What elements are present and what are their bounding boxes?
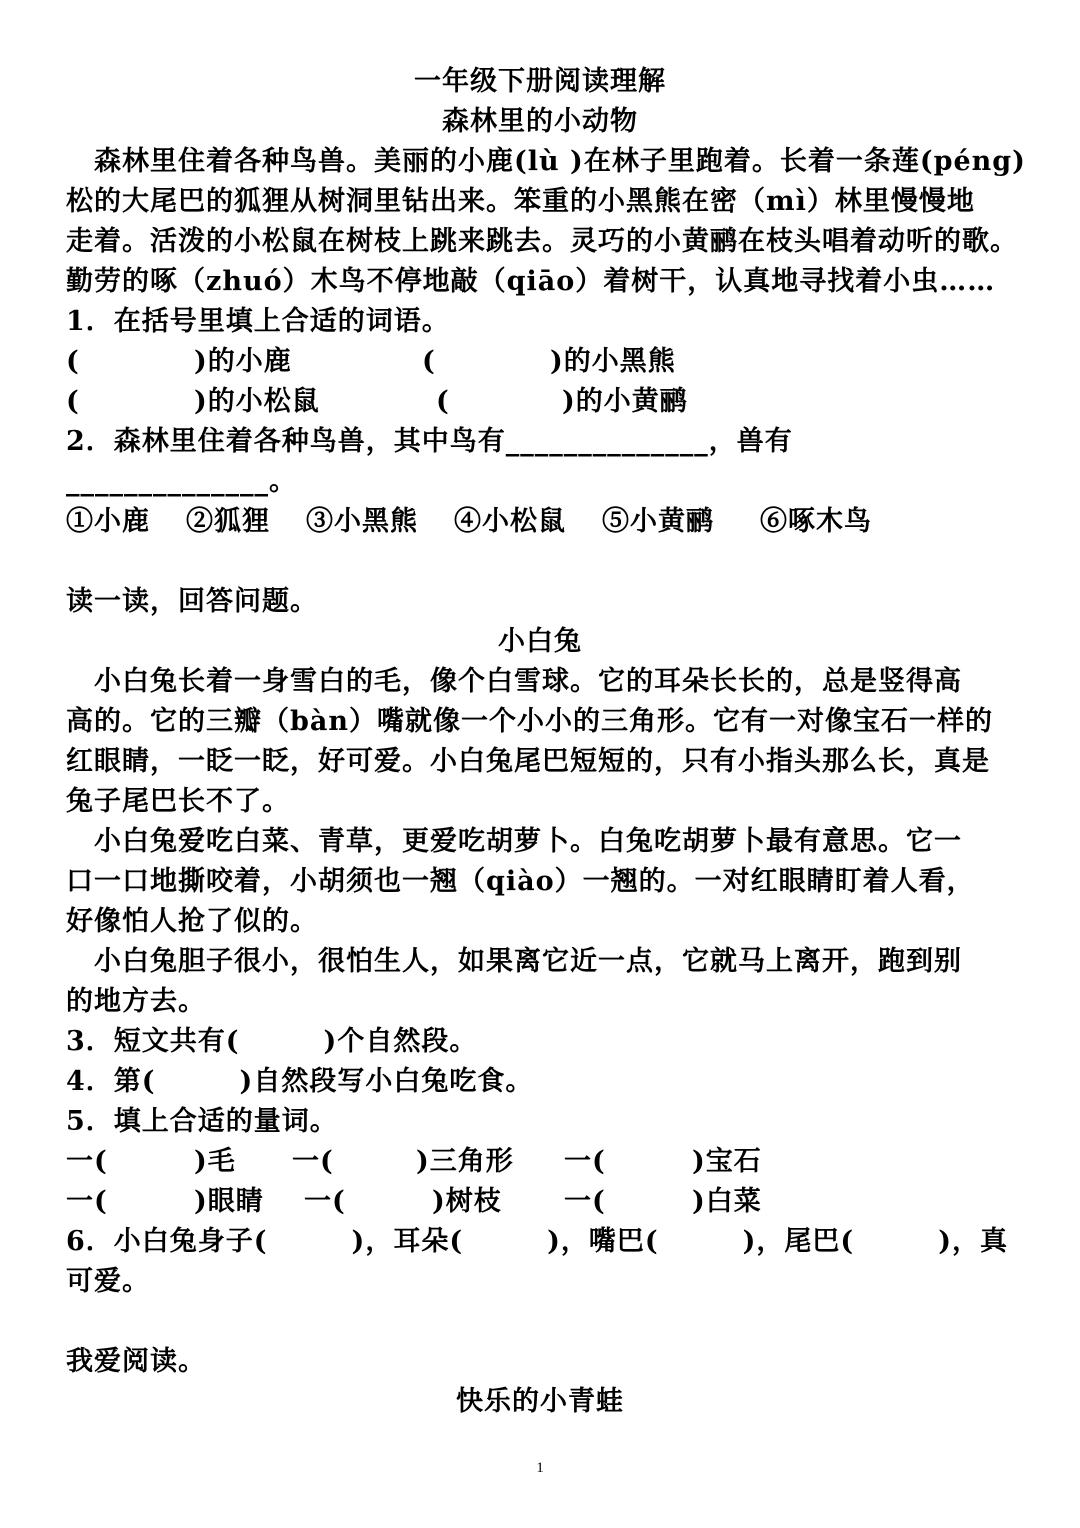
blank-open: (	[66, 386, 80, 417]
question-6-line: 可爱。	[66, 1266, 150, 1297]
page-number: 1	[536, 1460, 544, 1476]
blank-open: (	[436, 386, 450, 417]
section1-paragraph-line: 走着。活泼的小松鼠在树枝上跳来跳去。灵巧的小黄鹂在枝头唱着动听的歌。	[66, 226, 1018, 257]
section2-heading: 小白兔	[498, 626, 582, 657]
option-item: ①小鹿	[66, 506, 150, 537]
option-item: ②狐狸	[186, 506, 270, 537]
question-2-line: ______________。	[66, 466, 297, 497]
option-item: ⑥啄木鸟	[760, 506, 872, 537]
blank-open: 一(	[292, 1146, 334, 1177]
section1-paragraph-line: 松的大尾巴的狐狸从树洞里钻出来。笨重的小黑熊在密（mì）林里慢慢地	[66, 186, 975, 217]
blank-label: )的小松鼠	[194, 386, 320, 417]
option-item: ④小松鼠	[454, 506, 566, 537]
section2-paragraph-line: 口一口地撕咬着，小胡须也一翘（qiào）一翘的。一对红眼睛盯着人看，	[66, 866, 975, 897]
section3-intro: 我爱阅读。	[66, 1346, 206, 1377]
blank-label: )的小黑熊	[550, 346, 676, 377]
blank-label: )树枝	[432, 1186, 502, 1217]
section2-paragraph-line: 小白兔爱吃白菜、青草，更爱吃胡萝卜。白兔吃胡萝卜最有意思。它一	[66, 826, 962, 857]
blank-label: )的小黄鹂	[562, 386, 688, 417]
option-item: ③小黑熊	[306, 506, 418, 537]
blank-label: )毛	[194, 1146, 236, 1177]
blank-open: (	[422, 346, 436, 377]
section2-paragraph-line: 的地方去。	[66, 986, 206, 1017]
option-item: ⑤小黄鹂	[602, 506, 714, 537]
blank-open: 一(	[564, 1146, 606, 1177]
section2-paragraph-line: 小白兔长着一身雪白的毛，像个白雪球。它的耳朵长长的，总是竖得高	[66, 666, 962, 697]
blank-open: 一(	[304, 1186, 346, 1217]
section2-paragraph-line: 好像怕人抢了似的。	[66, 906, 318, 937]
question-3: 3．短文共有( )个自然段。	[66, 1026, 478, 1057]
blank-label: )三角形	[416, 1146, 514, 1177]
blank-label: )眼睛	[194, 1186, 264, 1217]
blank-open: 一(	[66, 1146, 108, 1177]
section2-intro: 读一读，回答问题。	[66, 586, 318, 617]
question-4: 4．第( )自然段写小白兔吃食。	[66, 1066, 534, 1097]
question-6-line: 6．小白兔身子( )，耳朵( )，嘴巴( )，尾巴( )，真	[66, 1226, 1008, 1257]
section1-heading: 森林里的小动物	[442, 106, 638, 137]
section2-paragraph-line: 小白兔胆子很小，很怕生人，如果离它近一点，它就马上离开，跑到别	[66, 946, 962, 977]
blank-label: )白菜	[692, 1186, 762, 1217]
blank-open: 一(	[564, 1186, 606, 1217]
question-5-prompt: 5．填上合适的量词。	[66, 1106, 338, 1137]
section1-paragraph-line: 森林里住着各种鸟兽。美丽的小鹿(lù )在林子里跑着。长着一条莲(péng)	[66, 146, 1026, 177]
blank-label: )宝石	[692, 1146, 762, 1177]
blank-label: )的小鹿	[194, 346, 292, 377]
question-1-prompt: 1．在括号里填上合适的词语。	[66, 306, 450, 337]
page-title: 一年级下册阅读理解	[414, 66, 666, 97]
section2-paragraph-line: 红眼睛，一眨一眨，好可爱。小白兔尾巴短短的，只有小指头那么长，真是	[66, 746, 990, 777]
blank-open: (	[66, 346, 80, 377]
section2-paragraph-line: 兔子尾巴长不了。	[66, 786, 290, 817]
section2-paragraph-line: 高的。它的三瓣（bàn）嘴就像一个小小的三角形。它有一对像宝石一样的	[66, 706, 994, 737]
blank-open: 一(	[66, 1186, 108, 1217]
question-2-line: 2．森林里住着各种鸟兽，其中鸟有______________，兽有	[66, 426, 793, 457]
section3-heading: 快乐的小青蛙	[456, 1386, 624, 1417]
section1-paragraph-line: 勤劳的啄（zhuó）木鸟不停地敲（qiāo）着树干，认真地寻找着小虫……	[66, 266, 996, 297]
